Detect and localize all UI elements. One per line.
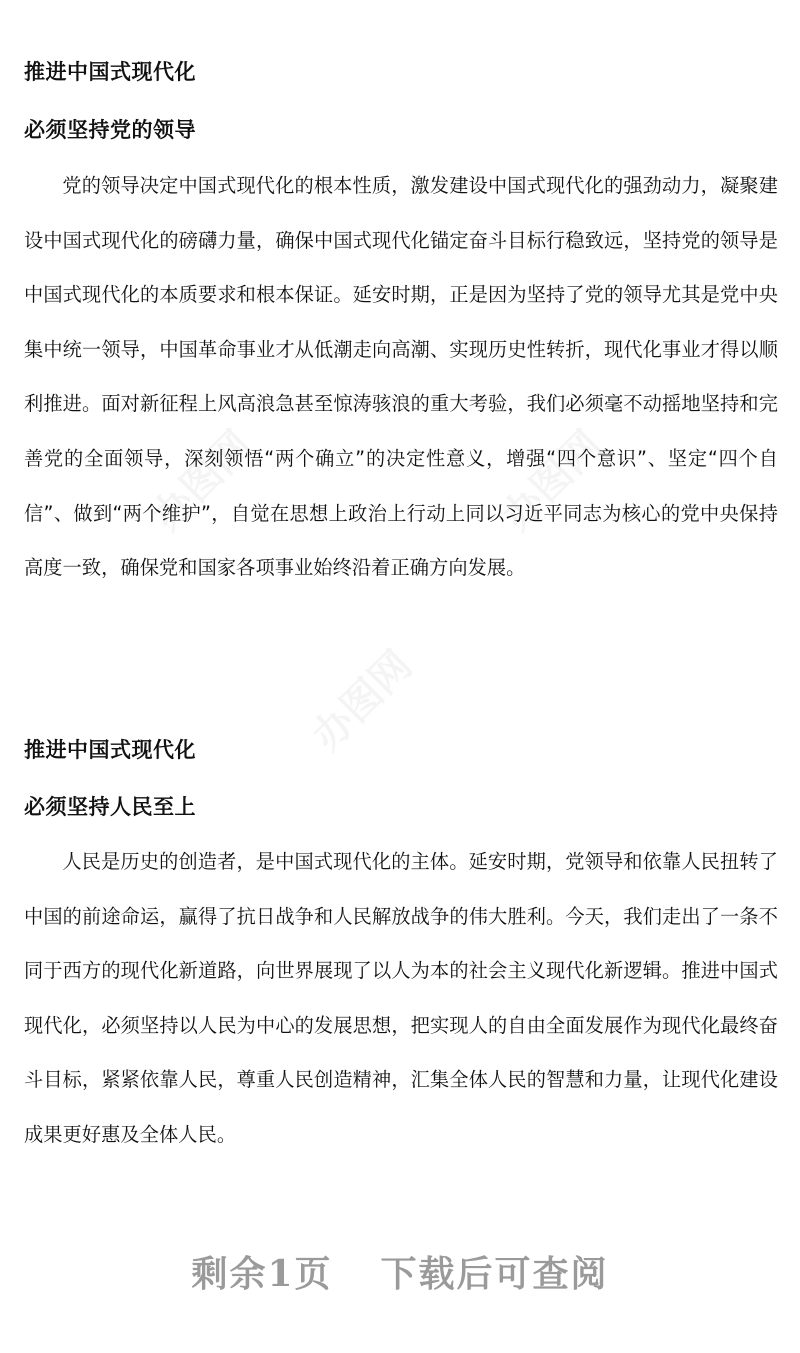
section-1-body: 党的领导决定中国式现代化的根本性质，激发建设中国式现代化的强劲动力，凝聚建设中国式现代化的磅礴力量，确保中国式现代化锚定奋斗目标行稳致远，坚持党的领导是中国式现代化的本质要求和根本保证。延安时期，正是因为坚持了党的领导尤其是党中央集中统一领导，中国革命事业才从低潮走向高潮、实现历史性转折，现代化事业才得以顺利推进。面对新征程上风高浪急甚至惊涛骇浪的重大考验，我们必须毫不动摇地坚持和完善党的全面领导，深刻领悟“两个确立”的决定性意义，增强“四个意识”、坚定“四个自信”、做到“两个维护”，自觉在思想上政治上行动上同以习近平同志为核心的党中央保持高度一致，确保党和国家各项事业始终沿着正确方向发展。 — [24, 174, 778, 580]
section-2-title-line-2: 必须坚持人民至上 — [24, 795, 196, 819]
section-2-body: 人民是历史的创造者，是中国式现代化的主体。延安时期，党领导和依靠人民扭转了中国的前途命运，赢得了抗日战争和人民解放战争的伟大胜利。今天，我们走出了一条不同于西方的现代化新道路，向世界展现了以人为本的社会主义现代化新逻辑。推进中国式现代化，必须坚持以人民为中心的发展思想，把实现人的自由全面发展作为现代化最终奋斗目标，紧紧依靠人民，尊重人民创造精神，汇集全体人民的智慧和力量，让现代化建设成果更好惠及全体人民。 — [24, 850, 778, 1146]
section-1-title-line-1: 推进中国式现代化 — [24, 60, 196, 84]
download-prompt[interactable] — [0, 1246, 800, 1297]
section-1-title-line-2: 必须坚持党的领导 — [24, 118, 196, 142]
section-2-title-line-1: 推进中国式现代化 — [24, 738, 196, 762]
watermark — [297, 636, 422, 761]
download-hint-text: 下载后可查阅 — [380, 1253, 609, 1295]
remaining-pages-text: 剩余1页 — [191, 1253, 333, 1295]
